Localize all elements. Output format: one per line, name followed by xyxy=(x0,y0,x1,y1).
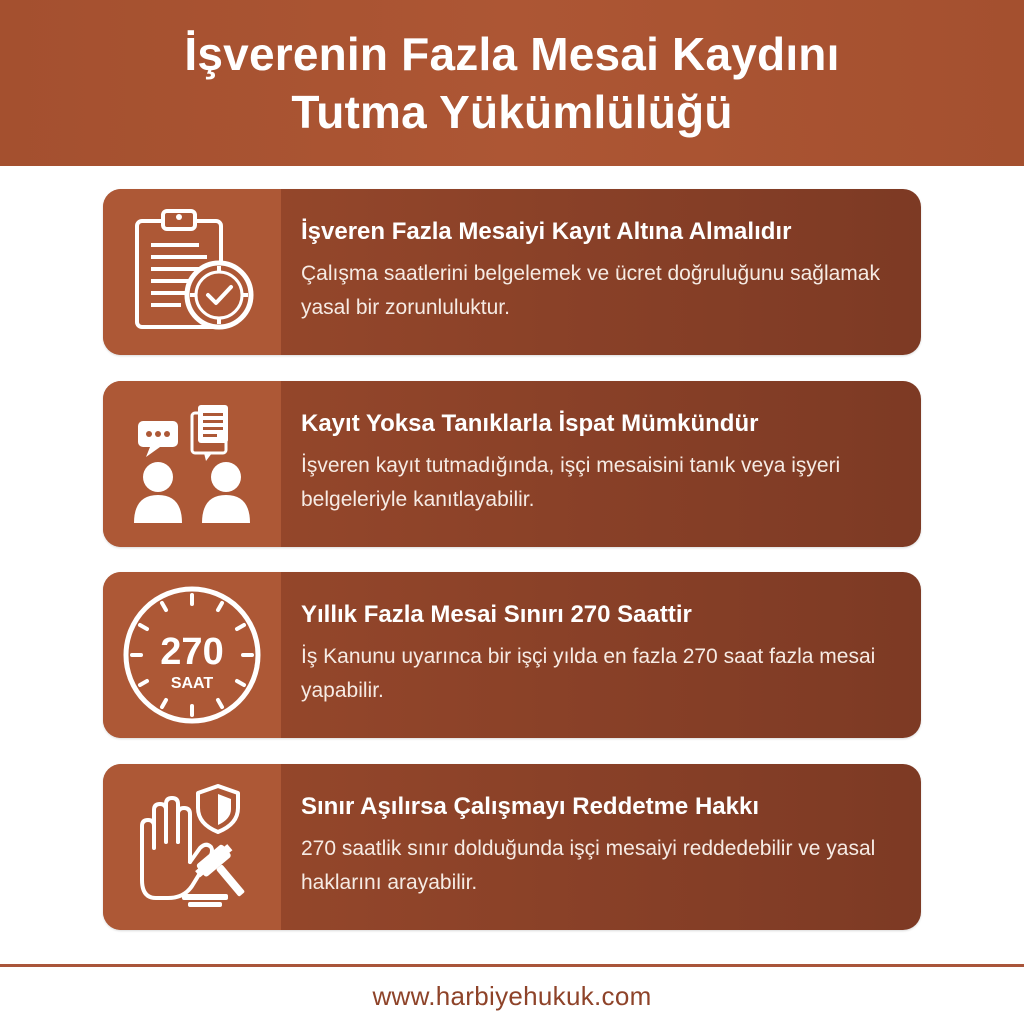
card-description: İşveren kayıt tutmadığında, işçi mesaisini tanık veya işyeri belgeleriyle kanıtlayabilir. xyxy=(301,454,841,511)
clipboard-clock-icon xyxy=(103,189,281,355)
card-description: İş Kanunu uyarınca bir işçi yılda en fazla 270 saat fazla mesai yapabilir. xyxy=(301,645,876,702)
header-banner xyxy=(0,0,1024,166)
info-card-annual-limit xyxy=(103,572,921,738)
website-link[interactable]: www.harbiyehukuk.com xyxy=(372,981,652,1011)
card-description: 270 saatlik sınır dolduğunda işçi mesaiyi reddedebilir ve yasal haklarını arayabilir. xyxy=(301,837,876,894)
witnesses-icon xyxy=(103,381,281,547)
info-card-record-keeping xyxy=(103,189,921,355)
badge-number: 270 xyxy=(160,631,224,673)
card-description: Çalışma saatlerini belgelemek ve ücret doğruluğunu sağlamak yasal bir zorunluluktur. xyxy=(301,262,880,319)
hand-shield-gavel-icon xyxy=(103,764,281,930)
info-card-right-to-refuse xyxy=(103,764,921,930)
info-card-witness-proof xyxy=(103,381,921,547)
270-hours-clock-icon xyxy=(103,572,281,738)
footer-divider xyxy=(0,964,1024,967)
card-title: Kayıt Yoksa Tanıklarla İspat Mümkündür xyxy=(301,410,759,437)
page-title-line-1: İşverenin Fazla Mesai Kaydını xyxy=(184,28,840,80)
badge-unit: SAAT xyxy=(170,675,214,692)
card-title: Sınır Aşılırsa Çalışmayı Reddetme Hakkı xyxy=(301,793,759,820)
card-title: Yıllık Fazla Mesai Sınırı 270 Saattir xyxy=(301,601,692,628)
card-title: İşveren Fazla Mesaiyi Kayıt Altına Almalıdır xyxy=(301,218,792,245)
page-title-line-2: Tutma Yükümlülüğü xyxy=(291,86,733,138)
